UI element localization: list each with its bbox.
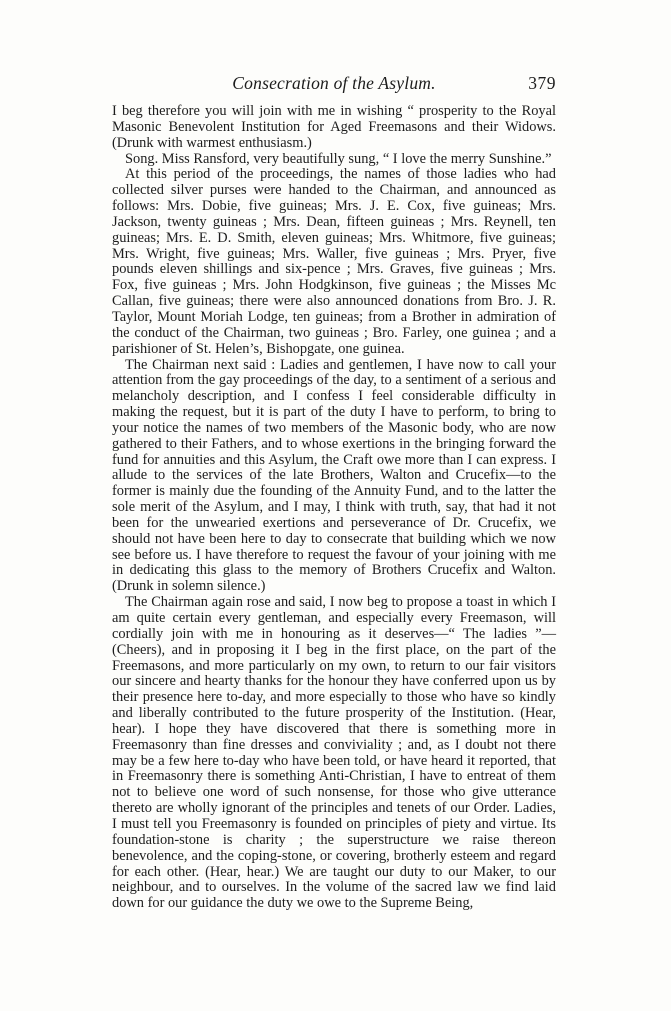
page-number: 379: [528, 73, 556, 93]
body-text: [112, 104, 556, 912]
paragraph-silver-purses: At this period of the proceedings, the names of those ladies who had collected silver purses were handed to the Chairman, and announced as follows: Mrs. Dobie, five guineas; Mrs. J. E. Cox, five guineas; Mrs. Jackson, twenty guineas ; Mrs. Dean, fifteen guineas ; Mrs. Reynell, ten guineas; Mrs. E. D. Smith, eleven guineas; Mrs. Whitmore, five guineas; Mrs. Wright, five guineas; Mrs. Waller, five guineas ; Mrs. Pryer, five pounds eleven shillings and six-pence ; Mrs. Graves, five guineas ; Mrs. Fox, five guineas ; Mrs. John Hodgkinson, five guineas ; the Misses Mc Callan, five guineas; there were also announced donations from Bro. J. R. Taylor, Mount Moriah Lodge, ten guineas; from a Brother in admiration of the conduct of the Chairman, two guineas ; Bro. Farley, one guinea ; and a parishioner of St. Helen’s, Bishopgate, one guinea.: [112, 166, 556, 357]
paragraph-toast-prosperity: I beg therefore you will join with me in wishing “ prosperity to the Royal Masonic Benevolent Institution for Aged Freemasons and their Widows. (Drunk with warmest enthusiasm.): [112, 103, 556, 151]
running-title: Consecration of the Asylum.: [232, 73, 436, 93]
paragraph-memorial-toast: The Chairman next said : Ladies and gentlemen, I have now to call your attention from the gay proceedings of the day, to a sentiment of a serious and melancholy description, and I confess I feel considerable difficulty in making the request, but it is part of the duty I have to perform, to bring to your notice the names of two members of the Masonic body, who are now gathered to their Fathers, and to whose exertions in the bringing forward the fund for annuities and this Asylum, the Craft owe more than I can express. I allude to the services of the late Brothers, Walton and Crucefix—to the former is mainly due the founding of the Annuity Fund, and to the latter the sole merit of the Asylum, and I may, I think with truth, say, that had it not been for the unwearied exertions and perseverance of Dr. Crucefix, we should not have been here to day to consecrate that building which we now see before us. I have therefore to request the favour of your joining with me in dedicating this glass to the memory of Brothers Crucefix and Walton. (Drunk in solemn silence.): [112, 356, 556, 595]
paragraph-ladies-toast: The Chairman again rose and said, I now beg to propose a toast in which I am quite certain every gentleman, and especially every Freemason, will cordially join with me in honouring as it deserves—“ The ladies ”—(Cheers), and in proposing it I beg in the first place, on the part of the Freemasons, and more particularly on my own, to return to our fair visitors our sincere and hearty thanks for the honour they have conferred upon us by their presence here to-day, and more especially to those who have so kindly and liberally contributed to the future prosperity of the Institution. (Hear, hear). I hope they have discovered that there is something more in Freemasonry than fine dresses and conviviality ; and, as I doubt not there may be a few here to-day who have been told, or have heard it reported, that in Freemasonry there is something Anti-Christian, I have to entreat of them not to believe one word of such nonsense, for those who give utterance thereto are wholly ignorant of the principles and tenets of our Order. Ladies, I must tell you Freemasonry is founded on principles of piety and virtue. Its foundation-stone is charity ; the superstructure we raise thereon benevolence, and the coping-stone, or covering, brotherly esteem and regard for each other. (Hear, hear.) We are taught our duty to our Maker, to our neighbour, and to ourselves. In the volume of the sacred law we find laid down for our guidance the duty we owe to the Supreme Being,: [112, 594, 556, 912]
paragraph-song: Song. Miss Ransford, very beautifully sung, “ I love the merry Sunshine.”: [125, 150, 552, 167]
page-header: [112, 72, 556, 94]
